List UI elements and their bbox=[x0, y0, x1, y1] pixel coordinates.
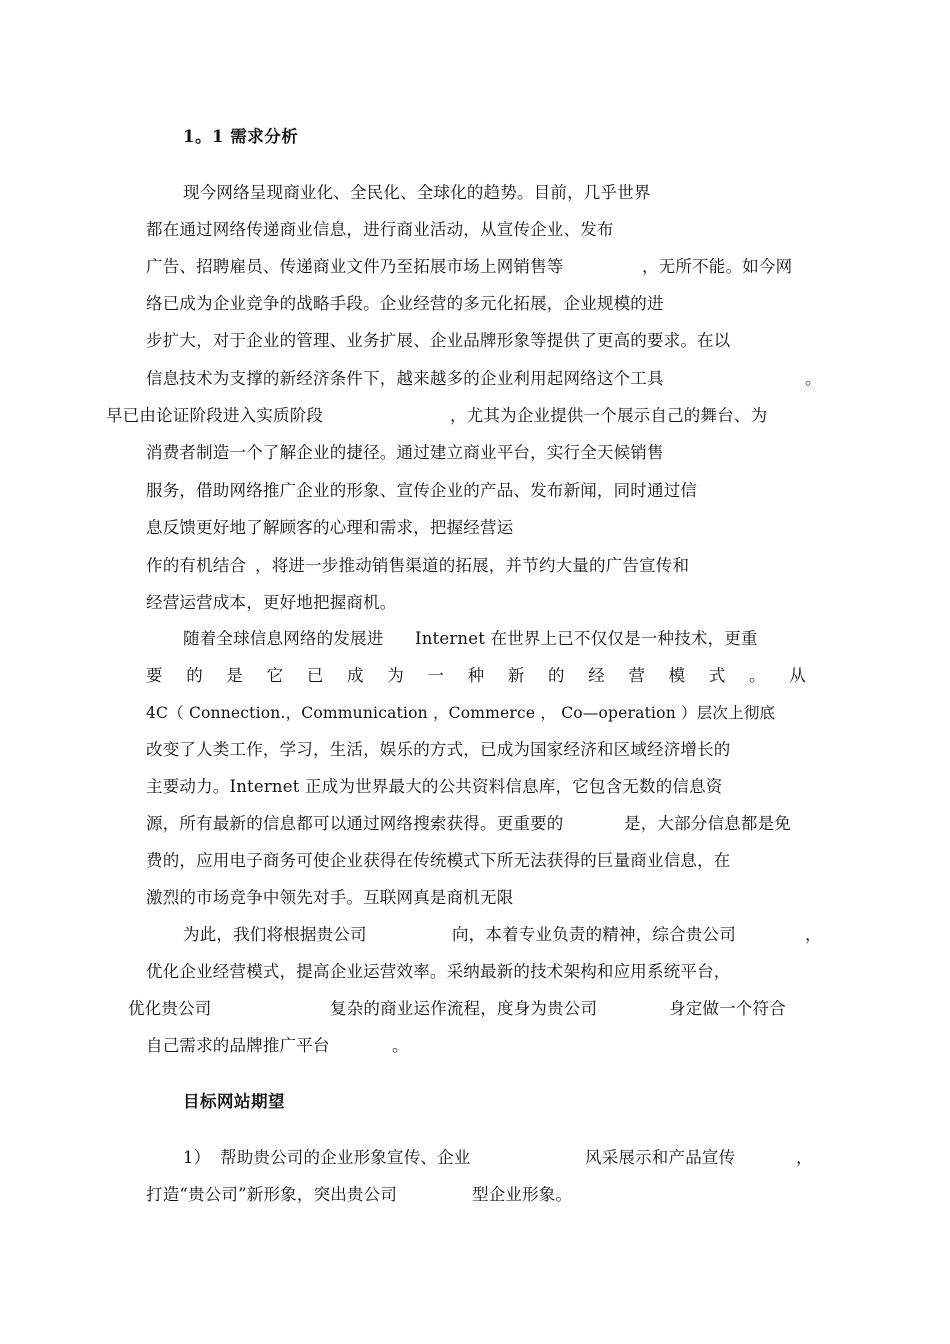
paragraph-line: 激烈的市场竞争中领先对手。互联网真是商机无限 bbox=[146, 888, 514, 907]
justified-char: 要 bbox=[146, 666, 163, 685]
paragraph-line: 服务，借助网络推广企业的形象、宣传企业的产品、发布新闻，同时通过信 bbox=[146, 481, 698, 500]
section-title: 1。1 需求分析 bbox=[183, 127, 299, 146]
paragraph-line: 广告、招聘雇员、传递商业文件乃至拓展市场上网销售等 bbox=[146, 257, 564, 276]
justified-char: 式 bbox=[708, 666, 726, 685]
list-item-text: 打造“贵公司”新形象，突出贵公司 bbox=[146, 1185, 398, 1204]
paragraph-line: Internet 在世界上已不仅仅是一种技术，更重 bbox=[415, 629, 758, 648]
paragraph-line: 为此，我们将根据贵公司 bbox=[183, 925, 367, 944]
justified-char: 一 bbox=[427, 666, 445, 685]
justified-char: 成 bbox=[347, 666, 364, 685]
justified-char: 营 bbox=[628, 666, 646, 685]
paragraph-line: 自己需求的品牌推广平台 bbox=[146, 1036, 330, 1055]
paragraph-line: 消费者制造一个了解企业的捷径。通过建立商业平台，实行全天候销售 bbox=[146, 443, 664, 462]
justified-char: 。 bbox=[749, 666, 766, 685]
paragraph-line: 经营运营成本，更好地把握商机。 bbox=[146, 593, 397, 612]
paragraph-line: ，尤其为企业提供一个展示自己的舞台、为 bbox=[450, 406, 768, 425]
paragraph-line: 复杂的商业运作流程，度身为贵公司 bbox=[330, 999, 598, 1018]
paragraph-line: 随着全球信息网络的发展进 bbox=[183, 629, 384, 648]
paragraph-line: 改变了人类工作，学习，生活，娱乐的方式，已成为国家经济和区域经济增长的 bbox=[146, 740, 731, 759]
list-item-text: 风采展示和产品宣传 bbox=[585, 1148, 736, 1167]
paragraph-line: 向，本着专业负责的精神，综合贵公司 bbox=[452, 925, 736, 944]
paragraph-line: 。 bbox=[392, 1036, 409, 1055]
list-item-text: 帮助贵公司的企业形象宣传、企业 bbox=[220, 1148, 471, 1167]
justified-char: 的 bbox=[186, 666, 203, 685]
justified-char: 是 bbox=[226, 666, 244, 685]
paragraph-line: 4C（ Connection.，Communication ，Commerce ， Co—operation ）层次上彻底 bbox=[146, 704, 776, 722]
paragraph-line: 步扩大，对于企业的管理、业务扩展、企业品牌形象等提供了更高的要求。在以 bbox=[146, 331, 731, 350]
paragraph-line: 优化企业经营模式，提高企业运营效率。采纳最新的技术架构和应用系统平台， bbox=[146, 962, 731, 981]
justified-char: 从 bbox=[789, 666, 806, 685]
paragraph-line: ，将进一步推动销售渠道的拓展，并节约大量的广告宣传和 bbox=[255, 556, 690, 575]
paragraph-line: 息反馈更好地了解顾客的心理和需求，把握经营运 bbox=[146, 518, 514, 537]
paragraph-line: 是，大部分信息都是免 bbox=[624, 814, 791, 833]
paragraph-line: ， bbox=[805, 925, 822, 944]
justified-char: 新 bbox=[507, 666, 525, 685]
paragraph-line: 都在通过网络传递商业信息，进行商业活动，从宣传企业、发布 bbox=[146, 220, 614, 239]
justified-char: 种 bbox=[467, 666, 485, 685]
paragraph-line: 源，所有最新的信息都可以通过网络搜索获得。更重要的 bbox=[146, 814, 564, 833]
list-item-text: ， bbox=[796, 1148, 813, 1167]
paragraph-line: 优化贵公司 bbox=[128, 999, 212, 1018]
paragraph-line: 。 bbox=[805, 369, 822, 388]
justified-char: 它 bbox=[266, 666, 284, 685]
paragraph-line: 信息技术为支撑的新经济条件下，越来越多的企业利用起网络这个工具 bbox=[146, 369, 664, 388]
paragraph-line: 主要动力。Internet 正成为世界最大的公共资料信息库，它包含无数的信息资 bbox=[146, 777, 723, 796]
list-item-text: 型企业形象。 bbox=[472, 1185, 573, 1204]
paragraph-line: 身定做一个符合 bbox=[669, 999, 786, 1018]
justified-char: 为 bbox=[387, 666, 404, 685]
justified-char: 已 bbox=[306, 666, 324, 685]
subheading: 目标网站期望 bbox=[183, 1092, 285, 1111]
paragraph-line: 费的，应用电子商务可使企业获得在传统模式下所无法获得的巨量商业信息，在 bbox=[146, 851, 731, 870]
justified-line bbox=[146, 665, 806, 687]
list-marker: 1） bbox=[183, 1148, 211, 1167]
justified-char: 经 bbox=[588, 666, 605, 685]
paragraph-line: 作的有机结合 bbox=[146, 556, 247, 575]
paragraph-line: 络已成为企业竞争的战略手段。企业经营的多元化拓展，企业规模的进 bbox=[146, 294, 664, 313]
justified-char: 的 bbox=[548, 666, 565, 685]
justified-char: 模 bbox=[668, 666, 686, 685]
paragraph-line: ，无所不能。如今网 bbox=[642, 257, 793, 276]
paragraph-line: 早已由论证阶段进入实质阶段 bbox=[106, 406, 324, 425]
paragraph-line: 现今网络呈现商业化、全民化、全球化的趋势。目前，几乎世界 bbox=[183, 183, 651, 202]
